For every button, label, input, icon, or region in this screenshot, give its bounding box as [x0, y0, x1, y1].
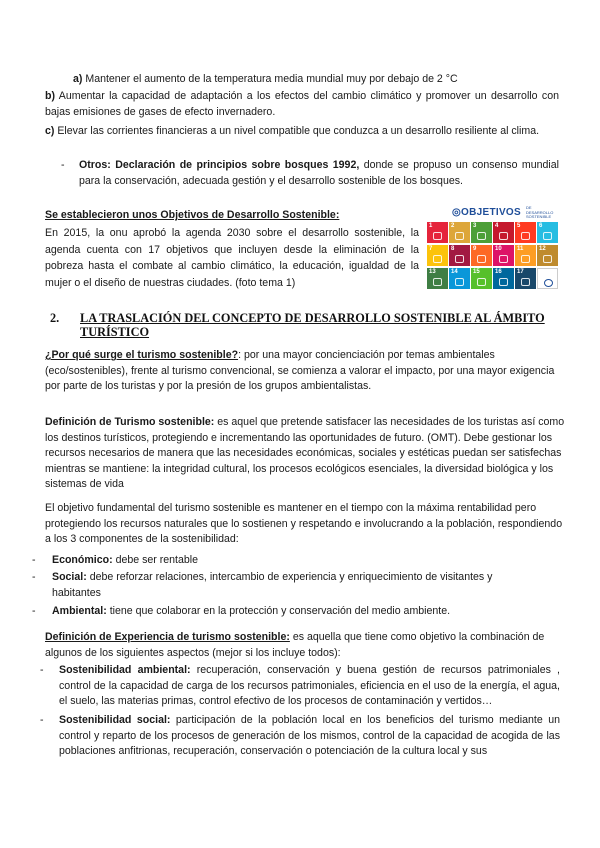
list-item-c [45, 124, 559, 140]
ods-heading [45, 208, 415, 224]
sdg-tile-number: 13 [429, 269, 436, 275]
sdg-goal-icon [477, 232, 486, 240]
why-answer: : por una mayor concienciación por temas ambientales (eco/sostenibles), frente al turismo convencional, se comienza a valorar el impacto, por una mayor exigencia por parte de los turistas y por la presión de los grupos ambientalistas. [45, 349, 555, 393]
bullet-dash: - [32, 554, 36, 566]
component-label: Ambiental: [52, 605, 107, 617]
sdg-tile [493, 245, 514, 266]
component-social [52, 570, 542, 601]
component-label: Social: [52, 571, 87, 583]
definition-paragraph [45, 415, 565, 493]
sdg-goal-icon [499, 278, 508, 286]
list-text-a: Mantener el aumento de la temperatura media mundial muy por debajo de 2 °C [82, 73, 458, 85]
sdg-tile [427, 268, 448, 289]
sdg-tile-number: 5 [517, 223, 521, 229]
experience-item-ambiental [59, 663, 560, 710]
otros-text: donde se propuso un consenso mundial para la conservación, adecuada gestión y el desarrollo sostenible de los bosques. [79, 159, 560, 187]
sdg-tile [449, 222, 470, 243]
sdg-tile [515, 268, 536, 289]
definition-text: es aquel que pretende satisfacer las necesidades de los turistas así como los destinos turísticos, protegiendo e incrementando las oportunidades de futuro. (OMT). Debe gestionar los recursos necesarios de manera que las necesidades económicas, sociales y estéticas puedan ser satisfechas mientras se mantiene: la integridad cultural, los procesos ecológicos esenciales, la diversidad biológica y los sistemas de vida [45, 416, 565, 491]
list-text-b: Aumentar la capacidad de adaptación a los efectos del cambio climático y promover un desarrollo con bajas emisiones de gases de efecto invernadero. [45, 90, 559, 118]
sdg-tile-number: 8 [451, 246, 455, 252]
sdg-tile-number: 1 [429, 223, 433, 229]
objective-text: El objetivo fundamental del turismo sostenible es mantener en el tiempo con la máxima rentabilidad pero protegiendo los recursos naturales que lo sostienen y respetando e involucrando a la población, respondiendo a los 3 componentes de la sostenibilidad: [45, 502, 563, 546]
sdg-tile [427, 222, 448, 243]
definition-label: Definición de Turismo sostenible: [45, 416, 215, 428]
sdg-tile-number: 15 [473, 269, 480, 275]
sdg-goal-icon [521, 278, 530, 286]
sdg-logo-title [452, 205, 521, 221]
sdg-tile [449, 245, 470, 266]
sdg-goal-icon [433, 278, 442, 286]
experience-label: Definición de Experiencia de turismo sostenible: [45, 631, 290, 643]
ods-heading-text: Se establecieron unos Objetivos de Desarrollo Sostenible: [45, 209, 340, 221]
sdg-goal-icon [521, 255, 530, 263]
sdg-goal-icon [543, 255, 552, 263]
sdg-tile [449, 268, 470, 289]
sdg-tile [515, 245, 536, 266]
sdg-tile-number: 16 [495, 269, 502, 275]
experience-item-label: Sostenibilidad social: [59, 714, 171, 726]
sdg-tile-number: 11 [517, 246, 524, 252]
list-label-a: a) [73, 73, 83, 85]
experience-item-label: Sostenibilidad ambiental: [59, 664, 191, 676]
experience-text: es aquella que tiene como objetivo la combinación de algunos de los siguientes aspectos (mejor si los incluye todos): [45, 631, 545, 659]
list-item-b [45, 89, 559, 120]
otros-label: Otros: Declaración de principios sobre bosques 1992, [79, 159, 360, 171]
sdg-goal-icon [477, 278, 486, 286]
component-ambiental [52, 604, 567, 620]
sdg-goals-image [424, 205, 559, 300]
component-text: debe ser rentable [112, 554, 199, 566]
component-label: Económico: [52, 554, 113, 566]
sdg-tile-number: 6 [539, 223, 543, 229]
bullet-dash: - [32, 571, 36, 583]
experience-item-social [59, 713, 560, 760]
list-text-c: Elevar las corrientes financieras a un nivel compatible que conduzca a un desarrollo resiliente al clima. [54, 125, 540, 137]
sdg-tile [493, 268, 514, 289]
sdg-tile-number: 17 [517, 269, 524, 275]
sdg-tile [537, 268, 558, 289]
component-text: tiene que colaborar en la protección y conservación del medio ambiente. [106, 605, 451, 617]
experience-item-text: recuperación, conservación y buena gestión de recursos patrimoniales , control de la capacidad de carga de los recursos patrimoniales, eficiencia en el uso de la energía, el agua, el suelo, las materias primas, control efectivo de los procesos de contaminación y vertidos… [59, 664, 560, 708]
sdg-goal-icon [543, 232, 552, 240]
sdg-logo-text: OBJETIVOS [461, 207, 521, 218]
section-number: 2. [50, 311, 60, 325]
sdg-goal-icon [433, 255, 442, 263]
sdg-tile-number: 3 [473, 223, 477, 229]
sdg-goal-icon [477, 255, 486, 263]
experience-paragraph [45, 630, 565, 661]
ods-body-text: En 2015, la onu aprobó la agenda 2030 sobre el desarrollo sostenible, la agenda cuenta con 17 objetivos que incluyen desde la eliminación de la pobreza hasta el combate al cambio climático, la educación, igualdad de la mujer o el diseño de nuestras ciudades. (foto tema 1) [45, 227, 419, 289]
sdg-goal-icon [455, 278, 464, 286]
sdg-tile-number: 10 [495, 246, 502, 252]
sdg-goal-icon [499, 255, 508, 263]
bullet-dash: - [40, 664, 44, 676]
sdg-tile [515, 222, 536, 243]
bullet-dash: - [40, 714, 44, 726]
sdg-goal-icon [433, 232, 442, 240]
component-text: debe reforzar relaciones, intercambio de experiencia y enriquecimiento de visitantes y habitantes [52, 571, 493, 599]
list-item-a [73, 72, 559, 88]
ods-body [45, 225, 419, 291]
sdg-goal-icon [499, 232, 508, 240]
sdg-tile [471, 268, 492, 289]
sdg-tile [537, 222, 558, 243]
why-paragraph [45, 348, 565, 395]
sdg-tile-number: 9 [473, 246, 477, 252]
sdg-tile-number: 7 [429, 246, 433, 252]
bullet-dash: - [61, 159, 65, 171]
sdg-tile-number: 2 [451, 223, 455, 229]
list-label-c: c) [45, 125, 55, 137]
sdg-tile-number: 4 [495, 223, 499, 229]
bullet-dash: - [32, 605, 36, 617]
sdg-goal-icon [544, 279, 553, 287]
sdg-tile-number: 14 [451, 269, 458, 275]
sdg-tile [537, 245, 558, 266]
why-question: ¿Por qué surge el turismo sostenible? [45, 349, 239, 361]
sdg-tile [471, 245, 492, 266]
sdg-tile [427, 245, 448, 266]
section-title: LA TRASLACIÓN DEL CONCEPTO DE DESARROLLO SOSTENIBLE AL ÁMBITO TURÍSTICO [80, 311, 545, 339]
experience-item-text: participación de la población local en los beneficios del turismo mediante un control y reparto de los procesos de generación de los mismos, control de la capacidad de acogida de las poblaciones anfitrionas, recuperación, conservación o potenciación de la cultura local y sus [59, 714, 560, 758]
sdg-goal-icon [455, 232, 464, 240]
component-economico [52, 553, 567, 569]
list-label-b: b) [45, 90, 55, 102]
sdg-tile [471, 222, 492, 243]
sdg-tile [493, 222, 514, 243]
sdg-goal-icon [521, 232, 530, 240]
objective-paragraph [45, 501, 567, 548]
sdg-goal-icon [455, 255, 464, 263]
sdg-logo-subtitle: DE DESARROLLO SOSTENIBLE [526, 205, 554, 219]
list-item-otros [79, 158, 559, 189]
sdg-logo-icon: ◎ [452, 207, 462, 218]
sdg-tile-number: 12 [539, 246, 546, 252]
